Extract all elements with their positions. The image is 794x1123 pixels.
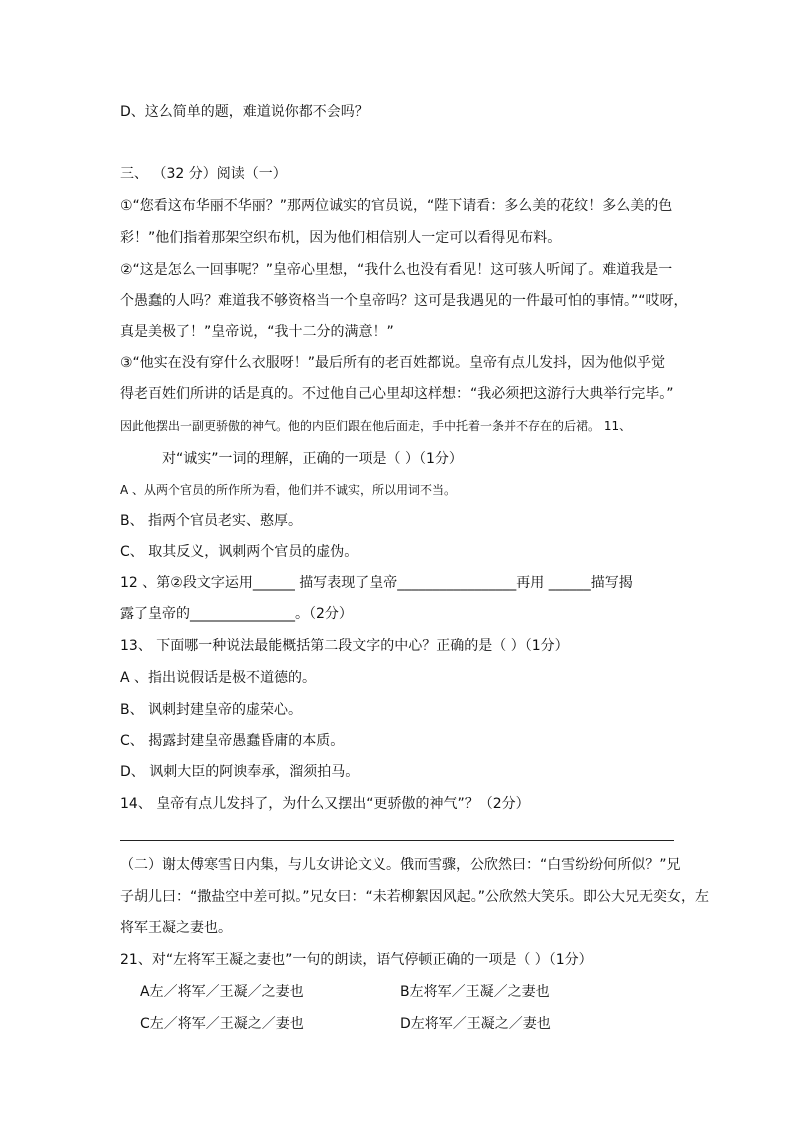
passage-line: 因此他摆出一副更骄傲的神气。他的内臣们跟在他后面走，手中托着一条并不存在的后裙。 11、 — [120, 419, 632, 433]
passage-line: 彩！”他们指着那架空织布机，因为他们相信别人一定可以看得见布料。 — [120, 230, 562, 246]
question-d-option: D、这么简单的题，难道说你都不会吗？ — [120, 104, 369, 120]
q12-line: 12 、第②段文字运用______ 描写表现了皇帝_________________再用 ______描写揭 — [120, 575, 633, 591]
section-title: 三、 （32 分）阅读（一） — [120, 166, 287, 182]
q21-option-a: A左／将军／王凝／之妻也 — [140, 984, 304, 1000]
passage-line: 真是美极了！”皇帝说，“我十二分的满意！” — [120, 324, 394, 340]
q21-option-d: D左将军／王凝之／妻也 — [400, 1016, 551, 1032]
passage-line: ③“他实在没有穿什么衣服呀！”最后所有的老百姓都说。皇帝有点儿发抖，因为他似乎觉 — [120, 355, 666, 371]
passage-line: 个愚蠢的人吗？难道我不够资格当一个皇帝吗？这可是我遇见的一件最可怕的事情。”“哎呀， — [120, 293, 688, 309]
passage-line: ①“您看这布华丽不华丽？”那两位诚实的官员说，“陛下请看：多么美的花纹！多么美的色 — [120, 198, 673, 214]
q21-option-c: C左／将军／王凝之／妻也 — [140, 1016, 304, 1032]
q12-line: 露了皇帝的_______________。（2分） — [120, 606, 353, 622]
reading2-line: （二）谢太傅寒雪日内集，与儿女讲论文义。俄而雪骤，公欣然曰：“白雪纷纷何所似？”兄 — [120, 857, 681, 873]
reading2-line: 将军王凝之妻也。 — [120, 920, 232, 936]
passage-line: 得老百姓们所讲的话是真的。不过他自己心里却这样想：“我必须把这游行大典举行完毕。” — [120, 386, 674, 402]
passage-line: ②“这是怎么一回事呢？”皇帝心里想，“我什么也没有看见！这可骇人听闻了。难道我是一 — [120, 262, 673, 278]
q14-stem: 14、 皇帝有点儿发抖了，为什么又摆出“更骄傲的神气”？（2分） — [120, 796, 530, 812]
q13-stem: 13、 下面哪一种说法最能概括第二段文字的中心？正确的是（ ）（1分） — [120, 638, 569, 654]
reading2-line: 子胡儿曰：“撒盐空中差可拟。”兄女曰：“未若柳絮因风起。”公欣然大笑乐。即公大兄无奕女，左 — [120, 889, 710, 905]
q21-option-b: B左将军／王凝／之妻也 — [400, 984, 550, 1000]
q11-stem: 对“诚实”一词的理解，正确的一项是（ ）（1分） — [162, 451, 463, 467]
q13-option-c: C、 揭露封建皇帝愚蠢昏庸的本质。 — [120, 733, 345, 749]
q11-option-b: B、 指两个官员老实、憨厚。 — [120, 513, 303, 529]
q11-option-a: A 、从两个官员的所作所为看，他们并不诚实，所以用词不当。 — [120, 483, 457, 497]
q13-option-b: B、 讽刺封建皇帝的虚荣心。 — [120, 702, 303, 718]
q21-stem: 21、对“左将军王凝之妻也”一句的朗读，语气停顿正确的一项是（ ）（1分） — [120, 952, 593, 968]
answer-line — [120, 840, 674, 841]
q11-option-c: C、 取其反义，讽刺两个官员的虚伪。 — [120, 544, 359, 560]
q13-option-a: A 、指出说假话是极不道德的。 — [120, 670, 317, 686]
q13-option-d: D、 讽刺大臣的阿谀奉承，溜须拍马。 — [120, 764, 360, 780]
